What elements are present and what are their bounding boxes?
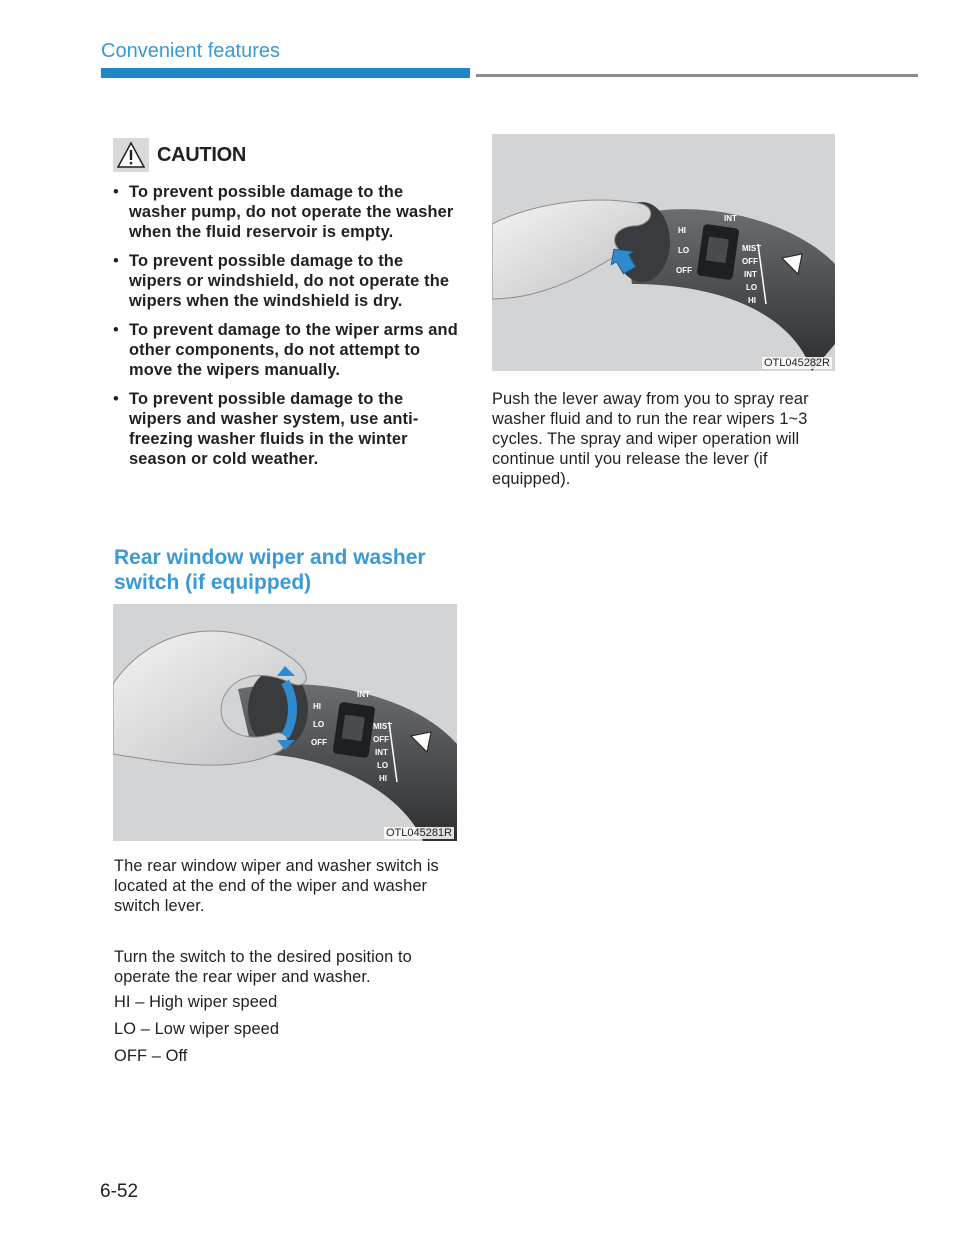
lever-label: LO <box>377 761 389 770</box>
lever-label: INT <box>724 214 737 223</box>
lever-label: OFF <box>742 257 758 266</box>
page-number: 6-52 <box>100 1181 139 1202</box>
mode-item: LO – Low wiper speed <box>114 1020 280 1038</box>
header-bar-thick <box>101 68 470 78</box>
lever-label: LO <box>746 283 758 292</box>
lever-label: OFF <box>676 266 692 275</box>
caution-box <box>113 138 458 478</box>
figure-code: OTL045282R <box>763 357 830 369</box>
caution-item: • To prevent damage to the wiper arms and other components, do not attempt to move the wipers manually. <box>113 320 458 380</box>
mode-item: OFF – Off <box>114 1047 188 1065</box>
mode-item: HI – High wiper speed <box>114 993 278 1011</box>
caution-item: • To prevent possible damage to the washer pump, do not operate the washer when the fluid reservoir is empty. <box>113 182 458 242</box>
lever-illustration <box>113 604 457 841</box>
lever-label: HI <box>678 226 686 235</box>
lever-label: HI <box>379 774 387 783</box>
figure-code: OTL045281R <box>385 827 452 839</box>
lever-label: OFF <box>373 735 389 744</box>
section-title: Rear window wiper and washer switch (if equipped) <box>114 546 426 594</box>
caution-header <box>113 138 458 172</box>
lever-label: LO <box>313 720 325 729</box>
lever-label: INT <box>357 690 370 699</box>
figure-rear-wiper-turn <box>113 604 457 841</box>
caution-list <box>113 182 458 469</box>
lever-label: HI <box>748 296 756 305</box>
lever-label: OFF <box>311 738 327 747</box>
caution-item: • To prevent possible damage to the wipers or windshield, do not operate the wipers when the windshield is dry. <box>113 251 458 311</box>
caution-label: CAUTION <box>157 143 247 166</box>
lever-illustration <box>492 134 835 371</box>
lever-label: INT <box>375 748 388 757</box>
paragraph: Turn the switch to the desired position to operate the rear wiper and washer. <box>114 948 412 986</box>
figure-rear-washer-push <box>492 134 835 371</box>
lever-label: LO <box>678 246 690 255</box>
paragraph: The rear window wiper and washer switch is located at the end of the wiper and washer switch lever. <box>114 857 439 915</box>
paragraph: Push the lever away from you to spray rear washer fluid and to run the rear wipers 1~3 cycles. The spray and wiper operation will continue until you release the lever (if equipped). <box>492 390 809 488</box>
lever-label: MIST <box>742 244 762 253</box>
header-bar-thin <box>476 74 918 77</box>
caution-item: • To prevent possible damage to the wipers and washer system, use anti-freezing washer fluids in the winter season or cold weather. <box>113 389 458 469</box>
lever-label: INT <box>744 270 757 279</box>
header-title: Convenient features <box>101 40 281 62</box>
warning-icon <box>113 138 149 172</box>
lever-label: MIST <box>373 722 393 731</box>
lever-label: HI <box>313 702 321 711</box>
